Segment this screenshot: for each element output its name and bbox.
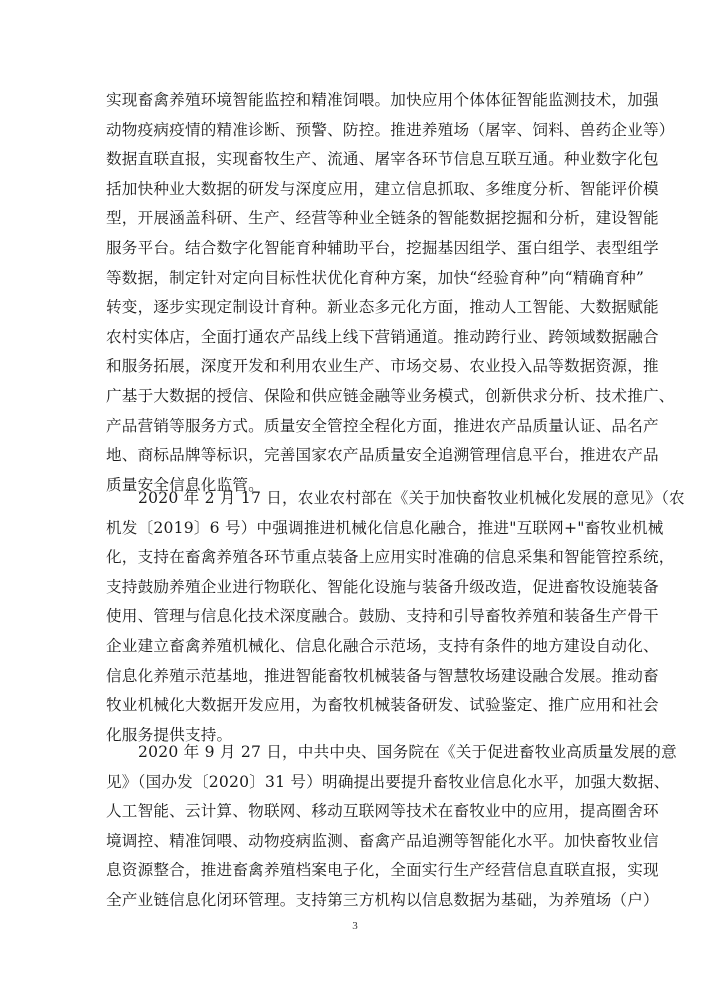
paragraph-3 [106, 738, 677, 916]
text-line: 农村实体店，全面打通农产品线上线下营销通道。推动跨行业、跨领域数据融合 [106, 327, 659, 346]
text-line: 机发〔2019〕6 号）中强调推进机械化信息化融合，推进"互联网+"畜牧业机械 [106, 518, 664, 537]
paragraph-1 [106, 86, 675, 500]
text-line: 2020 年 2 月 17 日，农业农村部在《关于加快畜牧业机械化发展的意见》（农 [138, 489, 685, 507]
text-line: 2020 年 9 月 27 日，中共中央、国务院在《关于促进畜牧业高质量发展的意 [138, 743, 677, 761]
page-number: 3 [352, 920, 358, 932]
text-line: 转变，逐步实现定制设计育种。新业态多元化方面，推动人工智能、大数据赋能 [106, 298, 659, 317]
text-line: 等数据，制定针对定向目标性状优化育种方案，加快“经验育种”向“精确育种” [106, 268, 645, 287]
text-line: 息资源整合，推进畜禽养殖档案电子化，全面实行生产经营信息直联直报，实现 [106, 861, 659, 880]
text-line: 动物疫病疫情的精准诊断、预警、防控。推进养殖场（屠宰、饲料、兽药企业等） [106, 120, 675, 139]
text-line: 全产业链信息化闭环管理。支持第三方机构以信息数据为基础，为养殖场（户） [106, 890, 659, 909]
text-line: 服务平台。结合数字化智能育种辅助平台，挖掘基因组学、蛋白组学、表型组学 [106, 238, 659, 257]
text-line: 广基于大数据的授信、保险和供应链金融等业务模式，创新供求分析、技术推广、 [106, 386, 675, 405]
text-line: 人工智能、云计算、物联网、移动互联网等技术在畜牧业中的应用，提高圈舍环 [106, 802, 659, 821]
text-line: 信息化养殖示范基地，推进智能畜牧机械装备与智慧牧场建设融合发展。推动畜 [106, 666, 659, 685]
text-line: 实现畜禽养殖环境智能监控和精准饲喂。加快应用个体体征智能监测技术，加强 [106, 91, 659, 109]
text-line: 支持鼓励养殖企业进行物联化、智能化设施与装备升级改造，促进畜牧设施装备 [106, 577, 659, 596]
text-line: 化，支持在畜禽养殖各环节重点装备上应用实时准确的信息采集和智能管控系统， [106, 548, 675, 567]
text-line: 地、商标品牌等标识，完善国家农产品质量安全追溯管理信息平台，推进农产品 [106, 446, 659, 465]
text-line: 型，开展涵盖科研、生产、经营等种业全链条的智能数据挖掘和分析，建设智能 [106, 209, 659, 228]
text-line: 括加快种业大数据的研发与深度应用，建立信息抓取、多维度分析、智能评价模 [106, 179, 659, 198]
text-line: 见》（国办发〔2020〕31 号）明确提出要提升畜牧业信息化水平，加强大数据、 [106, 772, 670, 791]
text-line: 数据直联直报，实现畜牧生产、流通、屠宰各环节信息互联互通。种业数字化包 [106, 150, 659, 169]
text-line: 企业建立畜禽养殖机械化、信息化融合示范场，支持有条件的地方建设自动化、 [106, 636, 659, 655]
text-line: 化服务提供支持。 [106, 725, 233, 744]
text-line: 境调控、精准饲喂、动物疫病监测、畜禽产品追溯等智能化水平。加快畜牧业信 [106, 831, 659, 850]
text-line: 和服务拓展，深度开发和利用农业生产、市场交易、农业投入品等数据资源，推 [106, 357, 659, 376]
text-line: 牧业机械化大数据开发应用，为畜牧机械装备研发、试验鉴定、推广应用和社会 [106, 696, 659, 715]
text-line: 使用、管理与信息化技术深度融合。鼓励、支持和引导畜牧养殖和装备生产骨干 [106, 607, 659, 626]
paragraph-2 [106, 484, 685, 750]
text-line: 产品营销等服务方式。质量安全管控全程化方面，推进农产品质量认证、品名产 [106, 416, 659, 435]
text-line: 质量安全信息化监管。 [106, 475, 264, 494]
